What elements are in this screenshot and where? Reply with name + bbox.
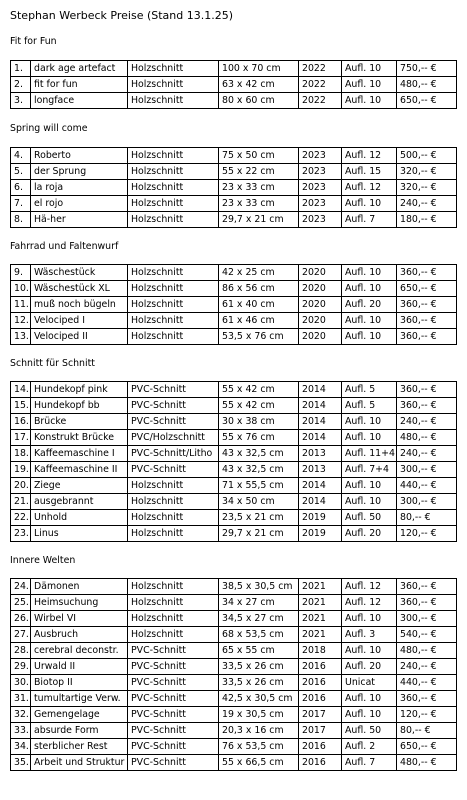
artwork-title-cell: Hundekopf pink [31, 382, 128, 398]
price-cell: 650,-- € [397, 739, 457, 755]
artwork-title-cell: dark age artefact [31, 61, 128, 77]
dimensions-cell: 65 x 55 cm [219, 643, 299, 659]
item-number-cell: 25. [11, 595, 31, 611]
year-cell: 2013 [299, 446, 342, 462]
dimensions-cell: 23,5 x 21 cm [219, 510, 299, 526]
technique-cell: Holzschnitt [128, 281, 219, 297]
item-number-cell: 15. [11, 398, 31, 414]
section-heading-fahrrad-und-faltenwurf: Fahrrad und Faltenwurf [10, 241, 119, 252]
price-cell: 240,-- € [397, 659, 457, 675]
edition-cell: Aufl. 12 [342, 579, 397, 595]
artwork-title-cell: cerebral deconstr. [31, 643, 128, 659]
item-number-cell: 10. [11, 281, 31, 297]
dimensions-cell: 100 x 70 cm [219, 61, 299, 77]
table-row [11, 77, 457, 93]
technique-cell: Holzschnitt [128, 297, 219, 313]
edition-cell: Aufl. 10 [342, 196, 397, 212]
artwork-title-cell: Hundekopf bb [31, 398, 128, 414]
edition-cell: Aufl. 5 [342, 382, 397, 398]
dimensions-cell: 53,5 x 76 cm [219, 329, 299, 345]
table-row [11, 627, 457, 643]
dimensions-cell: 55 x 76 cm [219, 430, 299, 446]
item-number-cell: 18. [11, 446, 31, 462]
item-number-cell: 26. [11, 611, 31, 627]
price-cell: 360,-- € [397, 579, 457, 595]
technique-cell: Holzschnitt [128, 77, 219, 93]
table-row [11, 313, 457, 329]
year-cell: 2023 [299, 212, 342, 228]
table-row [11, 414, 457, 430]
item-number-cell: 4. [11, 148, 31, 164]
edition-cell: Unicat [342, 675, 397, 691]
edition-cell: Aufl. 15 [342, 164, 397, 180]
table-row [11, 196, 457, 212]
item-number-cell: 24. [11, 579, 31, 595]
item-number-cell: 6. [11, 180, 31, 196]
technique-cell: PVC-Schnitt [128, 643, 219, 659]
dimensions-cell: 38,5 x 30,5 cm [219, 579, 299, 595]
edition-cell: Aufl. 10 [342, 430, 397, 446]
year-cell: 2014 [299, 398, 342, 414]
item-number-cell: 16. [11, 414, 31, 430]
table-row [11, 180, 457, 196]
technique-cell: Holzschnitt [128, 510, 219, 526]
item-number-cell: 27. [11, 627, 31, 643]
dimensions-cell: 42 x 25 cm [219, 265, 299, 281]
table-row [11, 659, 457, 675]
edition-cell: Aufl. 2 [342, 739, 397, 755]
dimensions-cell: 43 x 32,5 cm [219, 462, 299, 478]
technique-cell: Holzschnitt [128, 579, 219, 595]
price-cell: 360,-- € [397, 398, 457, 414]
technique-cell: PVC-Schnitt [128, 675, 219, 691]
item-number-cell: 9. [11, 265, 31, 281]
price-cell: 360,-- € [397, 297, 457, 313]
technique-cell: Holzschnitt [128, 611, 219, 627]
artwork-title-cell: Heimsuchung [31, 595, 128, 611]
table-row [11, 382, 457, 398]
price-table-innere-welten [10, 578, 457, 771]
edition-cell: Aufl. 10 [342, 707, 397, 723]
year-cell: 2021 [299, 611, 342, 627]
item-number-cell: 19. [11, 462, 31, 478]
price-cell: 80,-- € [397, 723, 457, 739]
table-row [11, 61, 457, 77]
price-cell: 120,-- € [397, 526, 457, 542]
technique-cell: PVC-Schnitt [128, 414, 219, 430]
dimensions-cell: 68 x 53,5 cm [219, 627, 299, 643]
dimensions-cell: 86 x 56 cm [219, 281, 299, 297]
year-cell: 2014 [299, 382, 342, 398]
price-cell: 80,-- € [397, 510, 457, 526]
technique-cell: Holzschnitt [128, 526, 219, 542]
price-cell: 320,-- € [397, 164, 457, 180]
price-cell: 360,-- € [397, 329, 457, 345]
artwork-title-cell: fit for fun [31, 77, 128, 93]
technique-cell: PVC-Schnitt [128, 691, 219, 707]
table-row [11, 462, 457, 478]
section-heading-fit-for-fun: Fit for Fun [10, 36, 57, 47]
section-heading-spring-will-come: Spring will come [10, 123, 88, 134]
item-number-cell: 13. [11, 329, 31, 345]
price-cell: 480,-- € [397, 755, 457, 771]
year-cell: 2020 [299, 281, 342, 297]
price-table-fahrrad-und-faltenwurf [10, 264, 457, 345]
item-number-cell: 3. [11, 93, 31, 109]
year-cell: 2014 [299, 478, 342, 494]
price-cell: 180,-- € [397, 212, 457, 228]
artwork-title-cell: sterblicher Rest [31, 739, 128, 755]
artwork-title-cell: absurde Form [31, 723, 128, 739]
edition-cell: Aufl. 10 [342, 611, 397, 627]
dimensions-cell: 76 x 53,5 cm [219, 739, 299, 755]
year-cell: 2021 [299, 579, 342, 595]
dimensions-cell: 55 x 22 cm [219, 164, 299, 180]
price-cell: 750,-- € [397, 61, 457, 77]
technique-cell: PVC-Schnitt/Litho [128, 446, 219, 462]
dimensions-cell: 75 x 50 cm [219, 148, 299, 164]
artwork-title-cell: Unhold [31, 510, 128, 526]
price-cell: 500,-- € [397, 148, 457, 164]
artwork-title-cell: Kaffeemaschine I [31, 446, 128, 462]
technique-cell: PVC-Schnitt [128, 398, 219, 414]
table-row [11, 595, 457, 611]
price-cell: 650,-- € [397, 93, 457, 109]
artwork-title-cell: Gemengelage [31, 707, 128, 723]
edition-cell: Aufl. 10 [342, 494, 397, 510]
price-cell: 240,-- € [397, 414, 457, 430]
year-cell: 2023 [299, 164, 342, 180]
dimensions-cell: 34,5 x 27 cm [219, 611, 299, 627]
item-number-cell: 12. [11, 313, 31, 329]
technique-cell: PVC-Schnitt [128, 739, 219, 755]
year-cell: 2022 [299, 93, 342, 109]
dimensions-cell: 30 x 38 cm [219, 414, 299, 430]
technique-cell: PVC-Schnitt [128, 382, 219, 398]
year-cell: 2016 [299, 675, 342, 691]
technique-cell: Holzschnitt [128, 627, 219, 643]
edition-cell: Aufl. 20 [342, 659, 397, 675]
technique-cell: Holzschnitt [128, 212, 219, 228]
artwork-title-cell: el rojo [31, 196, 128, 212]
item-number-cell: 32. [11, 707, 31, 723]
artwork-title-cell: Wäschestück [31, 265, 128, 281]
table-row [11, 281, 457, 297]
item-number-cell: 30. [11, 675, 31, 691]
table-row [11, 691, 457, 707]
item-number-cell: 33. [11, 723, 31, 739]
technique-cell: Holzschnitt [128, 595, 219, 611]
technique-cell: Holzschnitt [128, 93, 219, 109]
dimensions-cell: 33,5 x 26 cm [219, 675, 299, 691]
item-number-cell: 1. [11, 61, 31, 77]
price-cell: 320,-- € [397, 180, 457, 196]
document-title: Stephan Werbeck Preise (Stand 13.1.25) [10, 9, 234, 22]
dimensions-cell: 63 x 42 cm [219, 77, 299, 93]
technique-cell: PVC-Schnitt [128, 723, 219, 739]
edition-cell: Aufl. 7 [342, 212, 397, 228]
dimensions-cell: 71 x 55,5 cm [219, 478, 299, 494]
dimensions-cell: 29,7 x 21 cm [219, 526, 299, 542]
item-number-cell: 29. [11, 659, 31, 675]
edition-cell: Aufl. 10 [342, 281, 397, 297]
edition-cell: Aufl. 10 [342, 329, 397, 345]
table-row [11, 739, 457, 755]
edition-cell: Aufl. 5 [342, 398, 397, 414]
year-cell: 2016 [299, 659, 342, 675]
edition-cell: Aufl. 10 [342, 643, 397, 659]
year-cell: 2016 [299, 691, 342, 707]
year-cell: 2020 [299, 329, 342, 345]
dimensions-cell: 19 x 30,5 cm [219, 707, 299, 723]
table-row [11, 164, 457, 180]
artwork-title-cell: Arbeit und Struktur [31, 755, 128, 771]
edition-cell: Aufl. 7 [342, 755, 397, 771]
year-cell: 2016 [299, 755, 342, 771]
dimensions-cell: 33,5 x 26 cm [219, 659, 299, 675]
artwork-title-cell: Urwald II [31, 659, 128, 675]
artwork-title-cell: Velociped I [31, 313, 128, 329]
artwork-title-cell: Roberto [31, 148, 128, 164]
edition-cell: Aufl. 10 [342, 478, 397, 494]
item-number-cell: 2. [11, 77, 31, 93]
artwork-title-cell: longface [31, 93, 128, 109]
dimensions-cell: 80 x 60 cm [219, 93, 299, 109]
year-cell: 2020 [299, 297, 342, 313]
price-cell: 300,-- € [397, 611, 457, 627]
year-cell: 2023 [299, 148, 342, 164]
price-cell: 360,-- € [397, 691, 457, 707]
edition-cell: Aufl. 10 [342, 691, 397, 707]
price-table-fit-for-fun [10, 60, 457, 109]
price-cell: 240,-- € [397, 196, 457, 212]
price-cell: 650,-- € [397, 281, 457, 297]
artwork-title-cell: ausgebrannt [31, 494, 128, 510]
year-cell: 2019 [299, 510, 342, 526]
technique-cell: Holzschnitt [128, 313, 219, 329]
year-cell: 2020 [299, 313, 342, 329]
year-cell: 2019 [299, 526, 342, 542]
table-row [11, 93, 457, 109]
price-cell: 360,-- € [397, 265, 457, 281]
edition-cell: Aufl. 10 [342, 313, 397, 329]
dimensions-cell: 34 x 27 cm [219, 595, 299, 611]
price-table-spring-will-come [10, 147, 457, 228]
table-row [11, 329, 457, 345]
price-cell: 300,-- € [397, 462, 457, 478]
item-number-cell: 22. [11, 510, 31, 526]
edition-cell: Aufl. 3 [342, 627, 397, 643]
technique-cell: PVC-Schnitt [128, 659, 219, 675]
technique-cell: Holzschnitt [128, 61, 219, 77]
dimensions-cell: 61 x 46 cm [219, 313, 299, 329]
artwork-title-cell: Linus [31, 526, 128, 542]
table-row [11, 611, 457, 627]
edition-cell: Aufl. 10 [342, 93, 397, 109]
table-row [11, 212, 457, 228]
table-row [11, 643, 457, 659]
artwork-title-cell: Biotop II [31, 675, 128, 691]
year-cell: 2020 [299, 265, 342, 281]
artwork-title-cell: Brücke [31, 414, 128, 430]
price-cell: 360,-- € [397, 382, 457, 398]
table-row [11, 297, 457, 313]
edition-cell: Aufl. 50 [342, 723, 397, 739]
artwork-title-cell: Ausbruch [31, 627, 128, 643]
technique-cell: Holzschnitt [128, 265, 219, 281]
item-number-cell: 21. [11, 494, 31, 510]
technique-cell: Holzschnitt [128, 196, 219, 212]
table-row [11, 510, 457, 526]
edition-cell: Aufl. 12 [342, 148, 397, 164]
edition-cell: Aufl. 11+4 [342, 446, 397, 462]
table-row [11, 723, 457, 739]
year-cell: 2014 [299, 430, 342, 446]
price-cell: 440,-- € [397, 675, 457, 691]
price-cell: 440,-- € [397, 478, 457, 494]
dimensions-cell: 55 x 42 cm [219, 398, 299, 414]
year-cell: 2023 [299, 196, 342, 212]
price-cell: 300,-- € [397, 494, 457, 510]
table-row [11, 579, 457, 595]
section-heading-schnitt-fuer-schnitt: Schnitt für Schnitt [10, 358, 95, 369]
technique-cell: Holzschnitt [128, 164, 219, 180]
price-table-schnitt-fuer-schnitt [10, 381, 457, 542]
year-cell: 2016 [299, 739, 342, 755]
technique-cell: PVC-Schnitt [128, 755, 219, 771]
price-cell: 240,-- € [397, 446, 457, 462]
dimensions-cell: 61 x 40 cm [219, 297, 299, 313]
artwork-title-cell: Velociped II [31, 329, 128, 345]
year-cell: 2021 [299, 627, 342, 643]
table-row [11, 148, 457, 164]
artwork-title-cell: Ziege [31, 478, 128, 494]
edition-cell: Aufl. 10 [342, 61, 397, 77]
year-cell: 2023 [299, 180, 342, 196]
dimensions-cell: 29,7 x 21 cm [219, 212, 299, 228]
year-cell: 2022 [299, 77, 342, 93]
dimensions-cell: 42,5 x 30,5 cm [219, 691, 299, 707]
artwork-title-cell: Dämonen [31, 579, 128, 595]
artwork-title-cell: Kaffeemaschine II [31, 462, 128, 478]
item-number-cell: 28. [11, 643, 31, 659]
year-cell: 2018 [299, 643, 342, 659]
technique-cell: Holzschnitt [128, 180, 219, 196]
table-row [11, 494, 457, 510]
technique-cell: Holzschnitt [128, 478, 219, 494]
table-row [11, 707, 457, 723]
section-heading-innere-welten: Innere Welten [10, 555, 76, 566]
item-number-cell: 35. [11, 755, 31, 771]
edition-cell: Aufl. 12 [342, 595, 397, 611]
artwork-title-cell: la roja [31, 180, 128, 196]
price-cell: 360,-- € [397, 313, 457, 329]
table-row [11, 398, 457, 414]
edition-cell: Aufl. 20 [342, 297, 397, 313]
table-row [11, 526, 457, 542]
artwork-title-cell: Wäschestück XL [31, 281, 128, 297]
table-row [11, 755, 457, 771]
year-cell: 2013 [299, 462, 342, 478]
technique-cell: PVC/Holzschnitt [128, 430, 219, 446]
dimensions-cell: 43 x 32,5 cm [219, 446, 299, 462]
year-cell: 2014 [299, 414, 342, 430]
item-number-cell: 23. [11, 526, 31, 542]
table-row [11, 675, 457, 691]
edition-cell: Aufl. 10 [342, 77, 397, 93]
dimensions-cell: 23 x 33 cm [219, 180, 299, 196]
price-cell: 480,-- € [397, 430, 457, 446]
price-cell: 480,-- € [397, 643, 457, 659]
year-cell: 2017 [299, 723, 342, 739]
item-number-cell: 8. [11, 212, 31, 228]
price-cell: 480,-- € [397, 77, 457, 93]
dimensions-cell: 23 x 33 cm [219, 196, 299, 212]
price-cell: 120,-- € [397, 707, 457, 723]
dimensions-cell: 34 x 50 cm [219, 494, 299, 510]
item-number-cell: 34. [11, 739, 31, 755]
dimensions-cell: 55 x 42 cm [219, 382, 299, 398]
artwork-title-cell: muß noch bügeln [31, 297, 128, 313]
item-number-cell: 31. [11, 691, 31, 707]
year-cell: 2022 [299, 61, 342, 77]
price-cell: 540,-- € [397, 627, 457, 643]
artwork-title-cell: der Sprung [31, 164, 128, 180]
price-cell: 360,-- € [397, 595, 457, 611]
item-number-cell: 14. [11, 382, 31, 398]
technique-cell: PVC-Schnitt [128, 462, 219, 478]
year-cell: 2017 [299, 707, 342, 723]
edition-cell: Aufl. 50 [342, 510, 397, 526]
dimensions-cell: 55 x 66,5 cm [219, 755, 299, 771]
item-number-cell: 7. [11, 196, 31, 212]
table-row [11, 265, 457, 281]
table-row [11, 446, 457, 462]
edition-cell: Aufl. 10 [342, 265, 397, 281]
technique-cell: PVC-Schnitt [128, 707, 219, 723]
technique-cell: Holzschnitt [128, 494, 219, 510]
table-row [11, 478, 457, 494]
artwork-title-cell: Konstrukt Brücke [31, 430, 128, 446]
table-row [11, 430, 457, 446]
technique-cell: Holzschnitt [128, 148, 219, 164]
year-cell: 2014 [299, 494, 342, 510]
edition-cell: Aufl. 20 [342, 526, 397, 542]
artwork-title-cell: tumultartige Verw. [31, 691, 128, 707]
technique-cell: Holzschnitt [128, 329, 219, 345]
item-number-cell: 17. [11, 430, 31, 446]
edition-cell: Aufl. 12 [342, 180, 397, 196]
item-number-cell: 20. [11, 478, 31, 494]
edition-cell: Aufl. 7+4 [342, 462, 397, 478]
artwork-title-cell: Wirbel VI [31, 611, 128, 627]
edition-cell: Aufl. 10 [342, 414, 397, 430]
year-cell: 2021 [299, 595, 342, 611]
artwork-title-cell: Hä-her [31, 212, 128, 228]
item-number-cell: 11. [11, 297, 31, 313]
item-number-cell: 5. [11, 164, 31, 180]
dimensions-cell: 20,3 x 16 cm [219, 723, 299, 739]
